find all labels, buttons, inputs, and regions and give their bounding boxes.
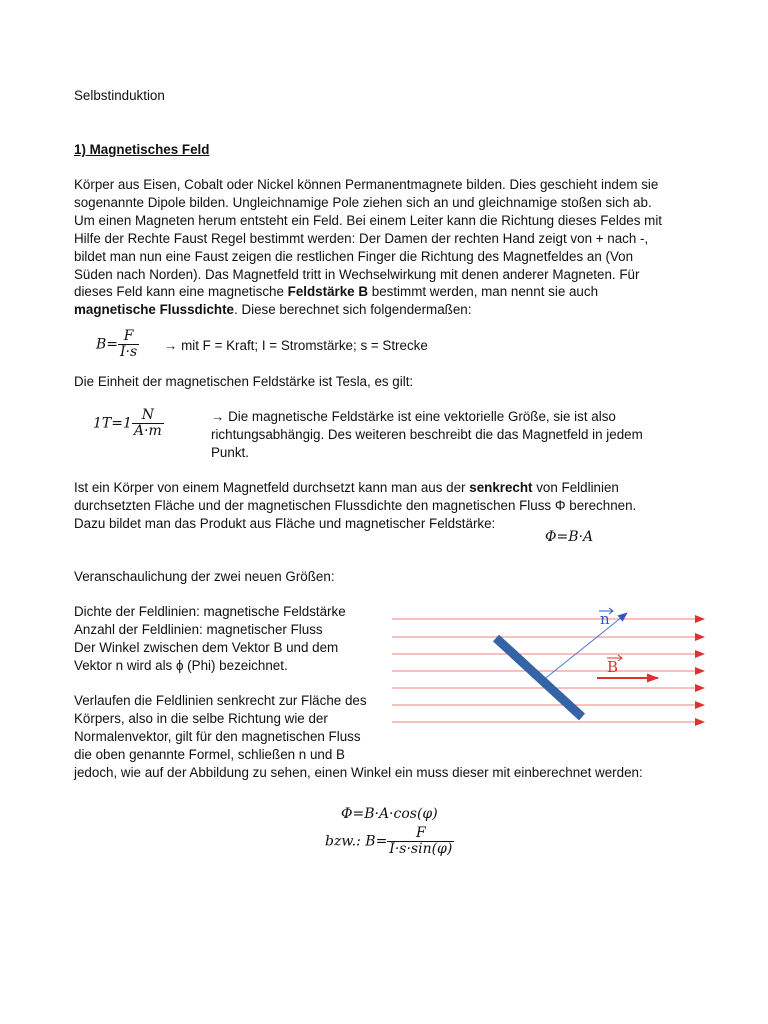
fraction-denominator: A·m [133,423,162,439]
text-line: Vektor n wird als ϕ (Phi) bezeichnet. [74,657,288,673]
text-line: Süden nach Norden). Das Magnetfeld tritt in Wechselwirkung mit denen anderer Magneten. Für [74,266,640,282]
fraction-numerator: F [123,328,134,344]
document-title: Selbstinduktion [74,88,165,103]
bold-term-senkrecht: senkrecht [469,480,533,495]
text-line: Punkt. [211,444,249,460]
text-line: Der Winkel zwischen dem Vektor B und dem [74,639,339,655]
formula-lhs: B= [96,336,119,353]
formula-text: Φ=B·A·cos(φ) [341,806,438,822]
formula-bzw [325,826,454,857]
fraction-numerator: F [415,825,426,841]
text-run: Ist ein Körper von einem Magnetfeld durchsetzt kann man aus der [74,480,470,495]
text-run: bestimmt werden, man nennt sie auch [368,284,599,300]
text-line [74,283,662,301]
formula-tesla [93,408,164,439]
visual-heading: Veranschaulichung der zwei neuen Größen: [74,569,335,584]
text-run: dieses Feld kann eine magnetische [74,284,288,300]
text-line: Verlaufen die Feldlinien senkrecht zur Fläche des [74,693,367,708]
text-line: Dazu bildet man das Produkt aus Fläche und magnetischer Feldstärke: [74,515,496,531]
text-line [74,301,662,319]
text-line: durchsetzten Fläche und der magnetischen Flussdichte den magnetischen Fluss Φ berechnen. [74,497,637,513]
formula-text: Φ=B·A [545,529,594,545]
text-line: Normalenvektor, gilt für den magnetischen Fluss [74,728,361,744]
text-run: von Feldlinien [532,480,619,495]
text-line: richtungsabhängig. Des weiteren beschreibt die das Magnetfeld in jedem [211,426,643,442]
section-heading: 1) Magnetisches Feld [74,142,210,157]
formula-fraction [132,408,164,439]
unit-sentence: Die Einheit der magnetischen Feldstärke ist Tesla, es gilt: [74,374,414,389]
formula-fluss [545,529,593,545]
text-line: Um einen Magneten herum entsteht ein Feld. Bei einem Leiter kann die Richtung dieses Feldes mit [74,212,663,228]
text-line: die oben genannte Formel, schließen n und B [74,746,345,762]
text-run: . Diese berechnet sich folgendermaßen: [234,302,472,318]
text-line: jedoch, wie auf der Abbildung zu sehen, einen Winkel ein muss dieser mit einberechnet werden: [74,764,643,780]
formula-lhs: bzw.: B= [325,833,388,850]
text-line: → Die magnetische Feldstärke ist eine vektorielle Größe, sie ist also [211,409,616,424]
field-diagram [392,590,714,760]
intro-paragraph [74,176,662,319]
text-line: Anzahl der Feldlinien: magnetischer Fluss [74,621,323,637]
text-line: Hilfe der Rechte Faust Regel bestimmt werden: Der Damen der rechten Hand zeigt von + nach -, [74,230,649,246]
field-diagram-svg [392,590,714,760]
text-line: Körper aus Eisen, Cobalt oder Nickel können Permanentmagnete bilden. Dies geschieht indem sie [74,177,659,192]
flux-paragraph [74,479,636,533]
formula-note: → mit F = Kraft; I = Stromstärke; s = Strecke [164,338,428,353]
fraction-numerator: N [141,407,154,423]
bold-term-feldstaerke: Feldstärke B [287,284,369,300]
text-line: Dichte der Feldlinien: magnetische Feldstärke [74,604,346,619]
formula-lhs: 1T=1 [93,415,132,432]
formula-fraction [118,329,139,360]
bold-term-flussdichte: magnetische Flussdichte [74,302,234,318]
visual-paragraph [74,603,346,675]
text-line: bildet man nun eine Faust zeigen die restlichen Finger die Richtung des Magnetfeldes an (Von [74,248,634,264]
label-B: B [607,658,619,676]
text-line: Körpers, also in die selbe Richtung wie der [74,710,328,726]
text-line [74,479,636,497]
text-line: sogenannte Dipole bilden. Ungleichnamige Pole ziehen sich an und gleichnamige stoßen sich ab. [74,194,652,210]
formula-fraction [387,826,454,857]
formula-fluss-cos [341,806,438,822]
formula-flussdichte [96,329,139,360]
fraction-denominator: I·s·sin(φ) [389,841,453,857]
tesla-note [211,408,643,462]
fraction-denominator: I·s [120,344,138,360]
label-n: n [600,610,610,628]
